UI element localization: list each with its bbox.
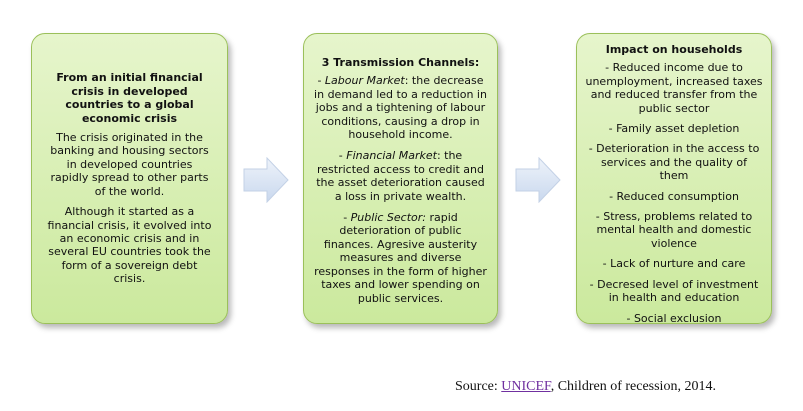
crisis-origin-paragraph: The crisis originated in the banking and housing sectors in developed countries rapidly spread to other parts of the world. (50, 131, 209, 198)
unicef-link[interactable]: UNICEF (501, 379, 551, 394)
impact-item: - Family asset depletion (608, 122, 740, 136)
crisis-evolution-paragraph: Although it started as a financial crisis, it evolved into an economic crisis and in several EU countries took the form of a sovereign debt crisis. (47, 205, 212, 286)
household-impact-box (576, 33, 772, 324)
crisis-origin-box (31, 33, 228, 324)
impact-item: - Reduced consumption (609, 189, 739, 203)
arrow-right-icon (515, 157, 561, 203)
channel-name: Public Sector: (350, 211, 426, 225)
channel-name: Financial Market (346, 149, 437, 163)
impact-item: - Decresed level of investment in health and education (589, 277, 759, 305)
channel-text: : the decrease in demand led to a reduction in jobs and a tightening of labour conditions, causing a drop in household income. (314, 74, 487, 142)
impact-item: - Social exclusion (626, 311, 722, 325)
transmission-channels-title: 3 Transmission Channels: (321, 56, 480, 69)
impact-item: - Deterioration in the access to services and the quality of them (588, 142, 760, 183)
channel-financial-market: - Financial Market: the restricted access to credit and the asset deterioration caused a loss in private wealth. (316, 149, 485, 203)
impact-item: - Lack of nurture and care (602, 257, 746, 271)
crisis-origin-title: From an initial financial crisis in developed countries to a global economic crisis (56, 71, 203, 125)
channel-public-sector: - Public Sector: rapid deterioration of public finances. Agresive austerity measures and diverse responses in the form of higher taxes and lower spending on public services. (314, 211, 487, 305)
channel-name: Labour Market (324, 74, 405, 88)
channel-text: rapid deterioration of public finances. Agresive austerity measures and diverse responses in the form of higher taxes and lower spending on public services. (314, 211, 487, 305)
transmission-channels-box (303, 33, 498, 324)
impact-item: - Stress, problems related to mental health and domestic violence (595, 210, 753, 250)
arrow-right-icon (243, 157, 289, 203)
household-impact-title: Impact on households (605, 43, 743, 56)
channel-labour-market: - Labour Market: the decrease in demand led to a reduction in jobs and a tightening of labour conditions, causing a drop in household income. (314, 74, 487, 142)
impact-item: - Reduced income due to unemployment, increased taxes and reduced transfer from the public sector (585, 61, 763, 115)
source-citation: Source: UNICEF, Children of recession, 2014. (455, 379, 716, 394)
channel-text: : the restricted access to credit and the asset deterioration caused a loss in private wealth. (316, 149, 485, 203)
